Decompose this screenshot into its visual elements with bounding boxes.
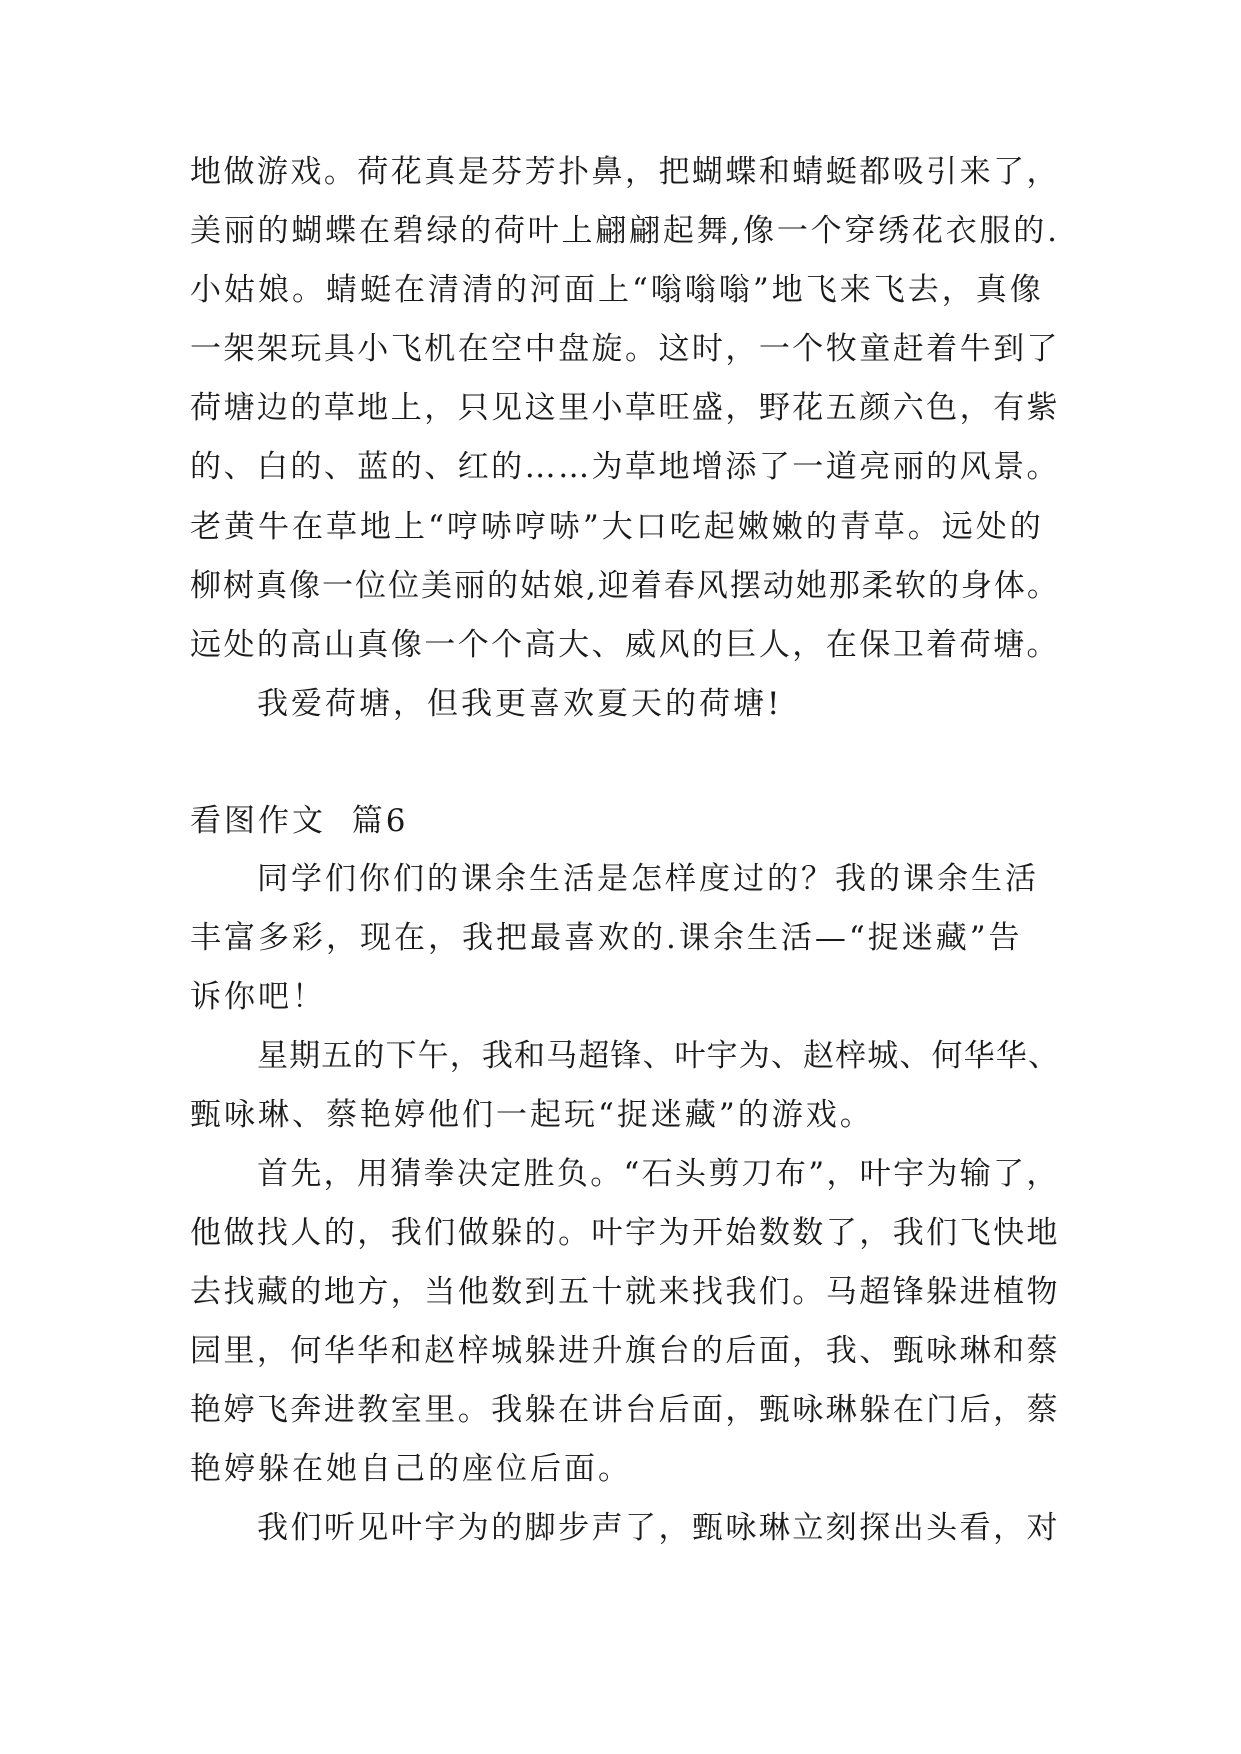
text-line: 园里，何华华和赵梓城躲进升旗台的后面，我、甄咏琳和蔡 <box>190 1333 1060 1369</box>
text-line: 甄咏琳、蔡艳婷他们一起玩“捉迷藏”的游戏。 <box>190 1097 874 1133</box>
section-heading: 看图作文 篇6 <box>190 803 409 839</box>
text-line: 同学们你们的课余生活是怎样度过的？我的课余生活 <box>257 861 1039 897</box>
text-line: 我们听见叶宇为的脚步声了，甄咏琳立刻探出头看，对 <box>257 1510 1060 1546</box>
text-line: 首先，用猜拳决定胜负。“石头剪刀布”，叶宇为输了， <box>257 1156 1060 1192</box>
text-line: 地做游戏。荷花真是芬芳扑鼻，把蝴蝶和蜻蜓都吸引来了， <box>190 154 1060 190</box>
text-line: 诉你吧！ <box>190 979 326 1015</box>
text-line: 小姑娘。蜻蜓在清清的河面上“嗡嗡嗡”地飞来飞去，真像 <box>190 272 1044 308</box>
text-line: 艳婷躲在她自己的座位后面。 <box>190 1451 632 1487</box>
text-line: 丰富多彩，现在，我把最喜欢的.课余生活—“捉迷藏”告 <box>190 920 1023 956</box>
text-line: 星期五的下午，我和马超锋、叶宇为、赵梓城、何华华、 <box>257 1038 1060 1074</box>
text-line: 他做找人的，我们做躲的。叶宇为开始数数了，我们飞快地 <box>190 1215 1060 1251</box>
text-line: 柳树真像一位位美丽的姑娘,迎着春风摆动她那柔软的身体。 <box>190 568 1060 604</box>
text-line: 一架架玩具小飞机在空中盘旋。这时，一个牧童赶着牛到了 <box>190 331 1060 367</box>
text-line: 的、白的、蓝的、红的……为草地增添了一道亮丽的风景。 <box>190 449 1060 485</box>
text-line: 艳婷飞奔进教室里。我躲在讲台后面，甄咏琳躲在门后，蔡 <box>190 1392 1060 1428</box>
text-line: 老黄牛在草地上“哼哧哼哧”大口吃起嫩嫩的青草。远处的 <box>190 509 1044 545</box>
text-line: 美丽的蝴蝶在碧绿的荷叶上翩翩起舞,像一个穿绣花衣服的. <box>190 213 1060 249</box>
text-line: 荷塘边的草地上，只见这里小草旺盛，野花五颜六色，有紫 <box>190 390 1060 426</box>
text-line: 远处的高山真像一个个高大、威风的巨人，在保卫着荷塘。 <box>190 627 1060 663</box>
closing-line: 我爱荷塘，但我更喜欢夏天的荷塘! <box>257 686 783 722</box>
text-line: 去找藏的地方，当他数到五十就来找我们。马超锋躲进植物 <box>190 1274 1060 1310</box>
